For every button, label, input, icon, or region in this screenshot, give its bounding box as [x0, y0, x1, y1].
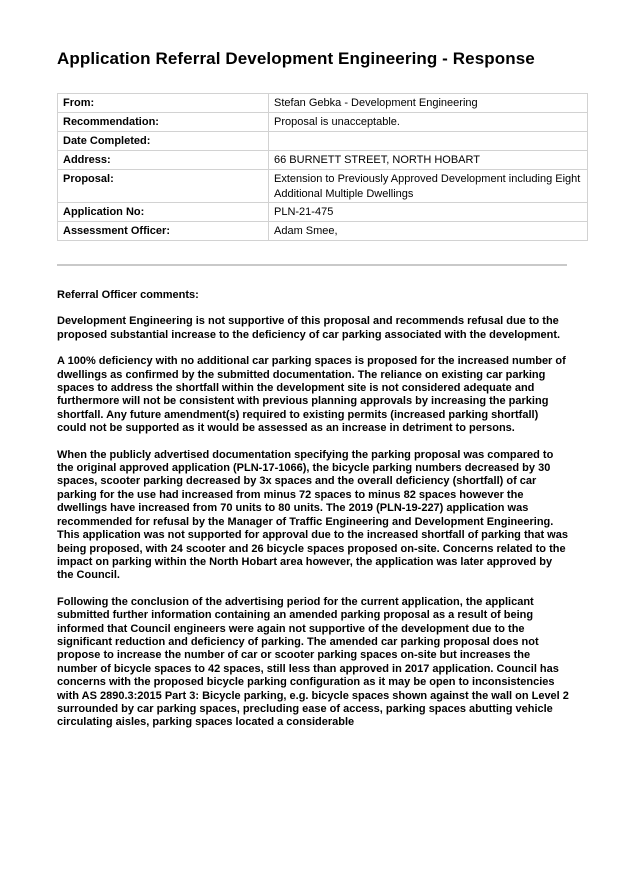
- row-label-address: Address:: [58, 151, 269, 170]
- referral-comments-section: [57, 289, 569, 730]
- table-row: [58, 132, 588, 151]
- row-label-proposal: Proposal:: [58, 170, 269, 203]
- comments-paragraph: When the publicly advertised documentation specifying the parking proposal was compared to the original approved application (PLN-17-1066), the bicycle parking numbers decreased by 30 spaces, scooter parking decreased by 3x spaces and the overall deficiency (shortfall) of car parking for the use had increased from minus 72 spaces to minus 82 spaces however the dwellings have increased from 70 units to 80 units. The 2019 (PLN-19-227) application was recommended for refusal by the Manager of Traffic Engineering and Development Engineering. This application was not supported for approval due to the increased shortfall of parking that was being proposed, with 24 scooter and 26 bicycle spaces proposed on-site. Concerns related to the impact on parking within the North Hobart area however, the application was later approved by the Council.: [57, 448, 568, 582]
- comments-paragraph: Following the conclusion of the advertising period for the current application, the applicant submitted further information containing an amended parking proposal as a result of being informed that Council engineers were again not supportive of the development due to the significant reduction and deficiency of parking. The amended car parking proposal does not propose to increase the number of car or scooter parking spaces on-site but increases the number of bicycle spaces to 42 spaces, still less than approved in 2017 application. Council has concerns with the proposed bicycle parking configuration as it may be open to inconsistencies with AS 2890.3:2015 Part 3: Bicycle parking, e.g. bicycle spaces shown against the wall on Level 2 surrounded by car parking spaces, precluding ease of access, parking spaces abutting vehicle circulating aisles, parking spaces located a considerable: [57, 595, 569, 729]
- table-row: [58, 94, 588, 113]
- row-value-date-completed: [269, 132, 588, 151]
- row-label-date-completed: Date Completed:: [58, 132, 269, 151]
- row-value-proposal: Extension to Previously Approved Development including Eight Additional Multiple Dwellings: [269, 170, 588, 203]
- row-value-application-no: PLN-21-475: [269, 203, 588, 222]
- row-label-from: From:: [58, 94, 269, 113]
- table-row: [58, 203, 588, 222]
- section-divider: [57, 264, 567, 266]
- row-value-assessment-officer: Adam Smee,: [269, 222, 588, 241]
- document-title: Application Referral Development Engineering - Response: [57, 49, 535, 68]
- row-value-from: Stefan Gebka - Development Engineering: [269, 94, 588, 113]
- details-table: [57, 93, 588, 241]
- row-value-address: 66 BURNETT STREET, NORTH HOBART: [269, 151, 588, 170]
- comments-paragraph: Development Engineering is not supportive of this proposal and recommends refusal due to the proposed substantial increase to the deficiency of car parking associated with the development.: [57, 315, 561, 341]
- comments-heading: Referral Officer comments:: [57, 289, 199, 301]
- table-row: [58, 151, 588, 170]
- row-value-recommendation: Proposal is unacceptable.: [269, 113, 588, 132]
- table-row: [58, 113, 588, 132]
- table-row: [58, 222, 588, 241]
- comments-paragraph: A 100% deficiency with no additional car parking spaces is proposed for the increased number of dwellings as confirmed by the submitted documentation. The reliance on existing car parking spaces to address the shortfall within the development site is not considered adequate and furthermore will not be consistent with previous planning approvals by increasing the parking shortfall. Any future amendment(s) required to existing permits (increased parking shortfall) could not be supported as it would be assessed as an increase in detriment to persons.: [57, 355, 566, 435]
- row-label-assessment-officer: Assessment Officer:: [58, 222, 269, 241]
- row-label-recommendation: Recommendation:: [58, 113, 269, 132]
- row-label-application-no: Application No:: [58, 203, 269, 222]
- table-row: [58, 170, 588, 203]
